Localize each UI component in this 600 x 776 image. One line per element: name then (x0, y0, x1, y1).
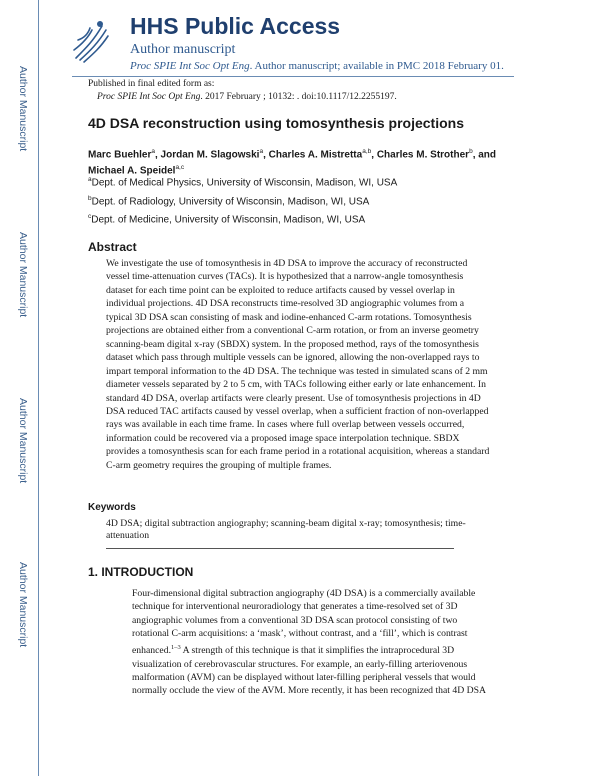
author-affiliation-marker: a,b (362, 148, 372, 155)
header-rule (72, 76, 514, 77)
author-manuscript-side-label: Author Manuscript (17, 232, 29, 318)
author-affiliation-marker: a,c (175, 164, 185, 172)
author-name: Jordan M. Slagowski (160, 149, 260, 161)
section-separator (106, 548, 454, 549)
author-manuscript-label: Author manuscript (130, 42, 236, 57)
author-separator: , (154, 149, 161, 161)
affiliation: $^a$Dept. of Medical Physics, University of Wisconsin, Madison, WI, USA (88, 176, 398, 189)
author-separator: , (263, 149, 269, 161)
introduction-heading: 1. INTRODUCTION (88, 565, 194, 579)
author-name: Marc Buehler (88, 149, 152, 161)
affiliation: $^c$Dept. of Medicine, University of Wisconsin, Madison, WI, USA (88, 213, 366, 226)
author-separator: , and (472, 149, 497, 161)
author-name: Michael A. Speidel (88, 165, 176, 177)
affiliation: $^b$Dept. of Radiology, University of Wisconsin, Madison, WI, USA (88, 195, 370, 208)
author-manuscript-side-label: Author Manuscript (17, 66, 29, 152)
author-manuscript-side-label: Author Manuscript (17, 562, 29, 648)
abstract-body: We investigate the use of tomosynthesis in 4D DSA to improve the accuracy of reconstructed vessel time-attenuation curves (TACs). It is hypothesized that a narrow-angle tomosynthesis dataset for each time point can be exploited to reduce artifacts caused by vessel overlap in individual projections. 4D DSA reconstructs time-resolved 3D angiographic volumes from a typical 3D DSA scan consisting of mask and iodine-enhanced C-arm rotations. Tomosynthesis projections are obtained either from a conventional C-arm rotation, or from an inverse geometry scanning-beam digital x-ray (SBDX) system. In the proposed method, rays of the tomosynthesis dataset which pass through multiple vessels can be ignored, allowing the non-overlapped rays to impart temporal information to the 4D DSA. The technique was tested in simulated scans of 2 mm diameter vessels separated by 2 to 5 cm, with TACs following either early or late enhancement. In standard 4D DSA, overlap artifacts were clearly present. Use of tomosynthesis projections in 4D DSA reduced TAC artifacts caused by vessel overlap, when a sufficient fraction of non-overlapped rays was available in each time frame. In cases where full overlap between vessels occurred, information could be recovered via a proposed image space interpolation technique. SBDX provides a tomosynthesis scan for each frame period in a rotational acquisition, whereas a standard C-arm geometry requires the grouping of multiple frames. (106, 258, 490, 471)
introduction-body: Four-dimensional digital subtraction angiography (4D DSA) is a commercially available technique for interventional neuroradiology that generates a time-resolved set of 3D angiographic volumes from a conventional 3D DSA scan protocol consisting of two rotational C-arm acquisitions: a ‘mask’, without contrast, and a ‘fill’, which is contrast enhanced.$^{1-3}$ A strength of this technique is that it simplifies the intraprocedural 3D visualization of cerebrovascular structures. For example, an early-filling arteriovenous malformation (AVM) can be displayed without later-filling peripheral vessels that would normally occlude the view of the AVM. More recently, it has been recognized that 4D DSA (132, 588, 487, 697)
margin-rule (38, 0, 39, 776)
author-list (88, 145, 528, 178)
keywords-list: 4D DSA; digital subtraction angiography; scanning-beam digital x-ray; tomosynthesis; time- attenuation (106, 518, 466, 541)
reference-link[interactable]: 1–3 (171, 643, 181, 651)
author-affiliation-marker: a (151, 148, 155, 155)
author-manuscript-side-label: Author Manuscript (17, 398, 29, 484)
article-title: 4D DSA reconstruction using tomosynthesis projections (88, 115, 464, 131)
journal-availability: Proc SPIE Int Soc Opt Eng. Author manuscript; available in PMC 2018 February 01. (130, 60, 504, 72)
author-separator: , (371, 149, 377, 161)
hhs-eagle-logo-icon (72, 18, 110, 64)
keywords-heading: Keywords (88, 502, 136, 513)
hhs-public-access-title: HHS Public Access (130, 13, 341, 39)
author-name: Charles M. Strother (376, 149, 470, 161)
author-affiliation-marker: a (259, 148, 264, 155)
author-affiliation-marker: b (469, 148, 473, 155)
abstract-heading: Abstract (88, 240, 137, 254)
published-form-label: Published in final edited form as: (88, 79, 215, 89)
author-name: Charles A. Mistretta (268, 149, 363, 161)
citation: Proc SPIE Int Soc Opt Eng. 2017 February ; 10132: . doi:10.1117/12.2255197. (97, 92, 397, 102)
